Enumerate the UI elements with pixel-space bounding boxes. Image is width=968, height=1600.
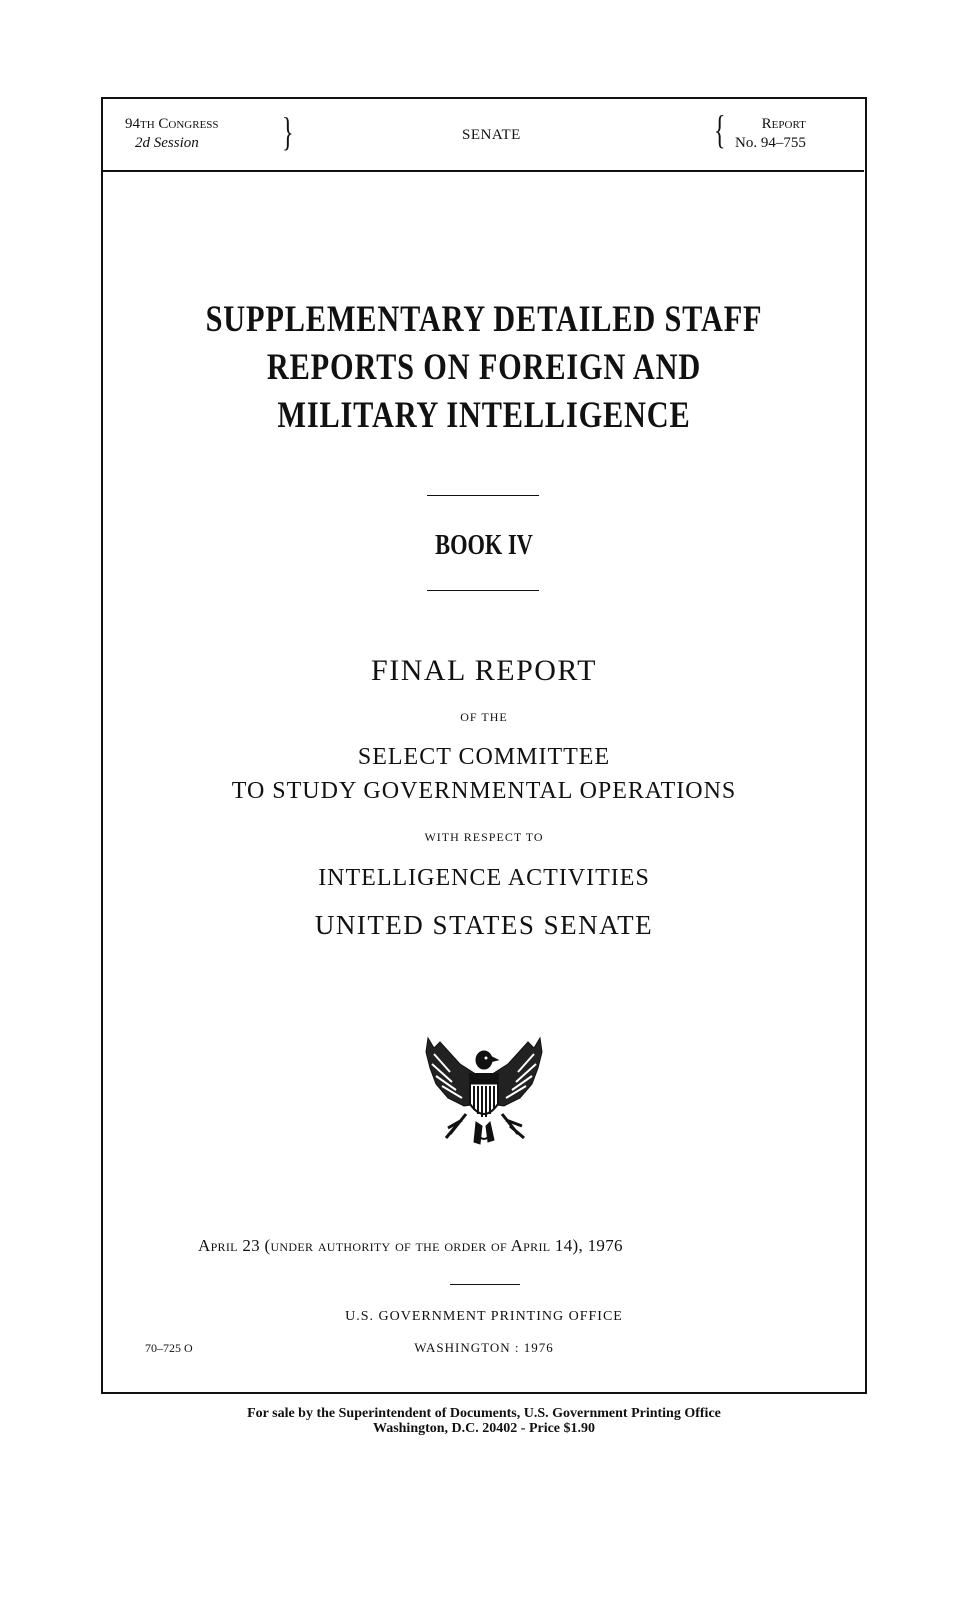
with-respect-to: WITH RESPECT TO xyxy=(424,830,544,844)
left-brace-icon: { xyxy=(714,107,726,152)
report-label: Report xyxy=(761,116,806,132)
eagle-seal-icon xyxy=(420,1034,548,1148)
right-brace-icon: } xyxy=(282,109,294,154)
chamber-label: SENATE xyxy=(462,127,521,143)
title-line-3: MILITARY INTELLIGENCE xyxy=(277,395,691,436)
united-states-senate: UNITED STATES SENATE xyxy=(314,910,654,940)
session-label: 2d Session xyxy=(135,135,199,151)
printing-office: U.S. GOVERNMENT PRINTING OFFICE xyxy=(345,1309,623,1324)
select-committee: SELECT COMMITTEE xyxy=(357,744,611,770)
to-study: TO STUDY GOVERNMENTAL OPERATIONS xyxy=(231,778,737,804)
report-info xyxy=(735,115,806,153)
sale-notice xyxy=(0,1406,968,1436)
washington-line: WASHINGTON : 1976 xyxy=(414,1340,554,1355)
report-number: No. 94–755 xyxy=(735,135,806,151)
date-line xyxy=(198,1236,623,1256)
of-the: OF THE xyxy=(460,710,508,724)
book-rule-bottom xyxy=(427,590,539,591)
sale-line-2: Washington, D.C. 20402 - Price $1.90 xyxy=(372,1421,596,1436)
document-code: 70–725 O xyxy=(145,1341,193,1355)
title-line-2: REPORTS ON FOREIGN AND xyxy=(266,347,702,388)
congress-session xyxy=(125,115,219,153)
title-line-1: SUPPLEMENTARY DETAILED STAFF xyxy=(205,299,763,340)
final-report: FINAL REPORT xyxy=(371,654,597,687)
congress-label: 94th Congress xyxy=(125,116,219,132)
date-text: April 23 (under authority of the order of April 14), 1976 xyxy=(198,1236,623,1255)
intelligence-activities: INTELLIGENCE ACTIVITIES xyxy=(318,865,650,891)
sale-line-1: For sale by the Superintendent of Documents, U.S. Government Printing Office xyxy=(247,1406,721,1421)
book-rule-top xyxy=(427,495,539,496)
book-number: BOOK IV xyxy=(435,530,533,561)
header-rule xyxy=(102,170,864,172)
footer-rule xyxy=(450,1284,520,1285)
